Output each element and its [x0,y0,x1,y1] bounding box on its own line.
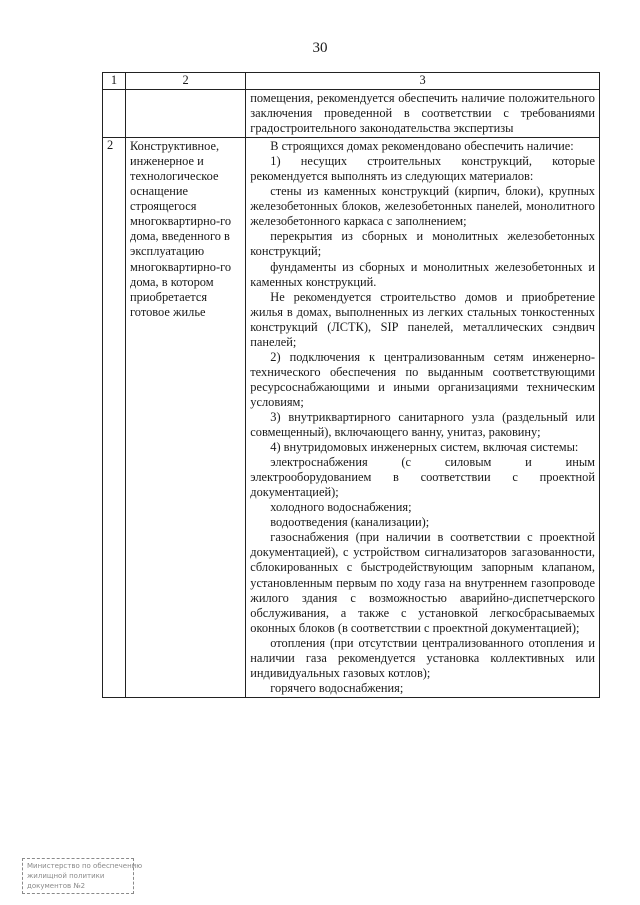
table-row [103,138,600,698]
document-stamp [22,858,143,894]
continuation-number-cell [103,90,126,138]
document-table [102,72,600,698]
stamp-line: Министерство по обеспечению [27,862,143,870]
paragraph: газоснабжения (при наличии в соответствии с проектной документацией), с устройством сигнализаторов загазованности, сблокированных с быстродействующим запорным клапаном, установленным первым по ходу газа на внутреннем газопроводе жилого здания с возможностью аварийно-диспетчерского обслуживания, а также с установкой легкосбрасываемых оконных блоков (в соответствии с проектной документацией); [250,530,595,635]
paragraph: горячего водоснабжения; [270,680,404,695]
continuation-row [103,90,600,138]
paragraph: Не рекомендуется строительство домов и приобретение жилья в домах, выполненных из легких стальных тонкостенных конструкций (ЛСТК), SIP панелей, металлических сэндвич панелей; [250,289,595,349]
paragraph: отопления (при отсутствии централизованного отопления и наличии газа рекомендуется установка коллективных или индивидуальных газовых котлов); [250,635,595,680]
paragraph: перекрытия из сборных и монолитных железобетонных конструкций; [250,229,595,259]
table-header-row [103,73,600,90]
paragraph: водоотведения (канализации); [270,515,430,530]
column-header-3: 3 [246,73,600,90]
paragraph: 1) несущих строительных конструкций, которые рекомендуется выполнять из следующих материалов: [250,154,595,184]
page-number: 30 [312,40,328,56]
continuation-text: помещения, рекомендуется обеспечить наличие положительного заключения проведенной в соответствии с требованиями градостроительного законодательства экспертизы [250,91,595,136]
column-header-2: 2 [126,73,246,90]
stamp-line: документов №2 [27,882,86,890]
paragraph: стены из каменных конструкций (кирпич, блоки), крупных железобетонных блоков, железобетонных панелей, монолитного железобетонного каркаса с заполнением; [250,184,595,229]
paragraph: 4) внутридомовых инженерных систем, включая системы: [270,440,579,455]
row-name: Конструктивное, инженерное и технологическое оснащение строящегося многоквартирно-го дома, введенного в эксплуатацию многоквартирно-го дома, в котором приобретается готовое жилье [126,138,246,698]
continuation-name-cell [126,90,246,138]
stamp-line: жилищной политики [27,872,105,880]
row-number: 2 [103,138,126,698]
paragraph: холодного водоснабжения; [270,500,412,515]
paragraph: В строящихся домах рекомендовано обеспечить наличие: [270,139,574,154]
column-header-1: 1 [103,73,126,90]
paragraph: фундаменты из сборных и монолитных железобетонных и каменных конструкций. [250,259,595,289]
paragraph: 3) внутриквартирного санитарного узла (раздельный или совмещенный), включающего ванну, унитаз, раковину; [250,409,595,440]
paragraph: электроснабжения (с силовым и иным электрооборудованием в соответствии с проектной документацией); [250,455,595,500]
paragraph: 2) подключения к централизованным сетям инженерно-технического обеспечения по выданным соответствующими ресурсоснабжающими и иными организациями техническим условиям; [250,349,595,409]
continuation-content-cell [246,90,600,138]
row-content-cell [246,138,600,698]
